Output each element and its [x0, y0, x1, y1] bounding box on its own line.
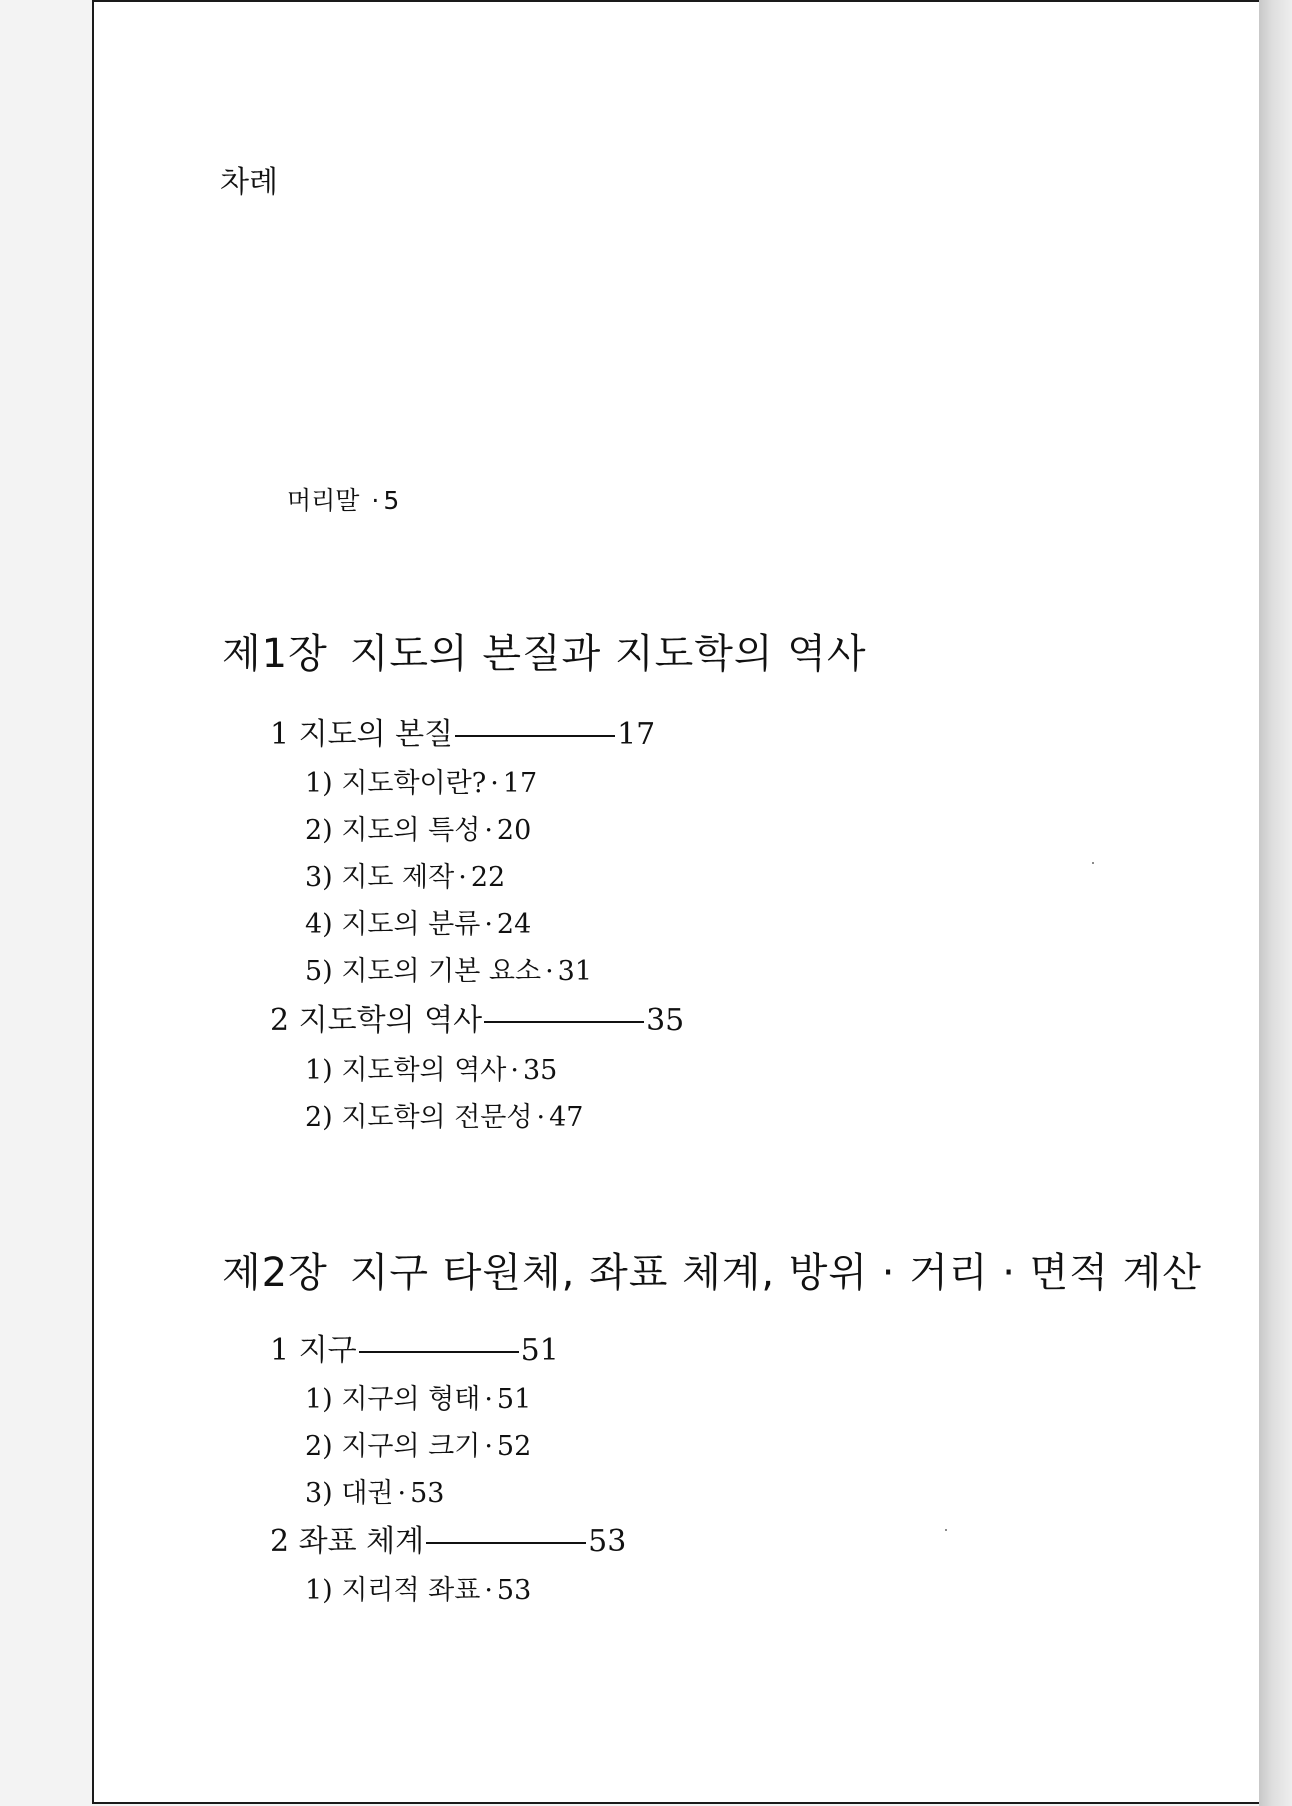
chapter-number: 제2장	[222, 1250, 328, 1296]
toc-title: 차례	[220, 165, 278, 200]
subsection-page: 24	[496, 909, 532, 940]
section-2-1	[270, 1333, 559, 1368]
section-number: 1	[270, 717, 290, 752]
subsection-1-2-1: 1) 지도학의 역사 · 35	[305, 1055, 558, 1086]
chapter-1-heading	[222, 631, 867, 677]
subsection-title: 지도학의 역사	[341, 1055, 507, 1086]
subsection-2-1-2: 2) 지구의 크기 · 52	[305, 1431, 532, 1462]
subsection-2-2-1: 1) 지리적 좌표 · 53	[305, 1575, 532, 1606]
section-page: 35	[646, 1003, 685, 1038]
subsection-1-1-1: 1) 지도학이란? · 17	[305, 768, 538, 799]
chapter-2-heading	[222, 1250, 1202, 1296]
subsection-1-1-3: 3) 지도 제작 · 22	[305, 862, 506, 893]
preface-label: 머리말	[287, 486, 360, 515]
subsection-page: 53	[410, 1478, 445, 1509]
subsection-title: 대권	[341, 1478, 394, 1509]
subsection-number: 1)	[305, 1384, 333, 1415]
section-2-2	[270, 1524, 627, 1559]
page-edge-shadow	[1259, 0, 1292, 1806]
subsection-title: 지구의 형태	[341, 1384, 481, 1415]
preface-page: 5	[383, 486, 400, 515]
subsection-page: 17	[502, 768, 538, 799]
chapter-number: 제1장	[222, 631, 328, 677]
subsection-2-1-3: 3) 대권 · 53	[305, 1478, 445, 1509]
leader-rule	[359, 1351, 519, 1353]
toc-preface	[287, 488, 399, 513]
subsection-title: 지도학이란?	[341, 768, 487, 799]
subsection-page: 53	[496, 1575, 532, 1606]
subsection-page: 52	[496, 1431, 532, 1462]
subsection-2-1-1: 1) 지구의 형태 · 51	[305, 1384, 532, 1415]
chapter-title: 지구 타원체, 좌표 체계, 방위 · 거리 · 면적 계산	[349, 1250, 1202, 1296]
subsection-title: 지도의 특성	[341, 815, 481, 846]
section-page: 17	[617, 717, 656, 752]
subsection-number: 3)	[305, 862, 333, 893]
subsection-number: 2)	[305, 1102, 333, 1133]
section-page: 51	[520, 1333, 559, 1368]
subsection-page: 22	[470, 862, 506, 893]
leader-rule	[455, 735, 615, 737]
paper-speck	[1092, 862, 1094, 864]
section-1-1	[270, 717, 656, 752]
subsection-number: 5)	[305, 956, 333, 987]
subsection-page: 51	[496, 1384, 532, 1415]
section-title: 지도학의 역사	[298, 1003, 483, 1038]
leader-rule	[426, 1542, 586, 1544]
subsection-title: 지구의 크기	[341, 1431, 481, 1462]
subsection-number: 4)	[305, 909, 333, 940]
chapter-title: 지도의 본질과 지도학의 역사	[349, 631, 867, 677]
subsection-1-2-2: 2) 지도학의 전문성 · 47	[305, 1102, 584, 1133]
subsection-1-1-4: 4) 지도의 분류 · 24	[305, 909, 532, 940]
section-title: 지구	[298, 1333, 357, 1368]
preface-separator: ·	[371, 486, 380, 515]
section-number: 1	[270, 1333, 290, 1368]
subsection-number: 1)	[305, 1575, 333, 1606]
section-title: 좌표 체계	[298, 1524, 425, 1559]
subsection-title: 지도의 분류	[341, 909, 481, 940]
leader-rule	[484, 1021, 644, 1023]
subsection-number: 2)	[305, 1431, 333, 1462]
section-title: 지도의 본질	[298, 717, 454, 752]
section-number: 2	[270, 1003, 290, 1038]
section-page: 53	[588, 1524, 627, 1559]
subsection-title: 지리적 좌표	[341, 1575, 481, 1606]
subsection-number: 2)	[305, 815, 333, 846]
subsection-page: 35	[522, 1055, 558, 1086]
subsection-number: 3)	[305, 1478, 333, 1509]
section-1-2	[270, 1003, 685, 1038]
subsection-page: 31	[557, 956, 593, 987]
subsection-page: 20	[496, 815, 532, 846]
subsection-title: 지도학의 전문성	[341, 1102, 533, 1133]
subsection-number: 1)	[305, 1055, 333, 1086]
paper-speck	[945, 1529, 947, 1531]
subsection-title: 지도 제작	[341, 862, 455, 893]
subsection-number: 1)	[305, 768, 333, 799]
section-number: 2	[270, 1524, 290, 1559]
subsection-1-1-2: 2) 지도의 특성 · 20	[305, 815, 532, 846]
subsection-title: 지도의 기본 요소	[341, 956, 542, 987]
book-page	[92, 0, 1259, 1804]
subsection-1-1-5: 5) 지도의 기본 요소 · 31	[305, 956, 593, 987]
subsection-page: 47	[549, 1102, 584, 1133]
